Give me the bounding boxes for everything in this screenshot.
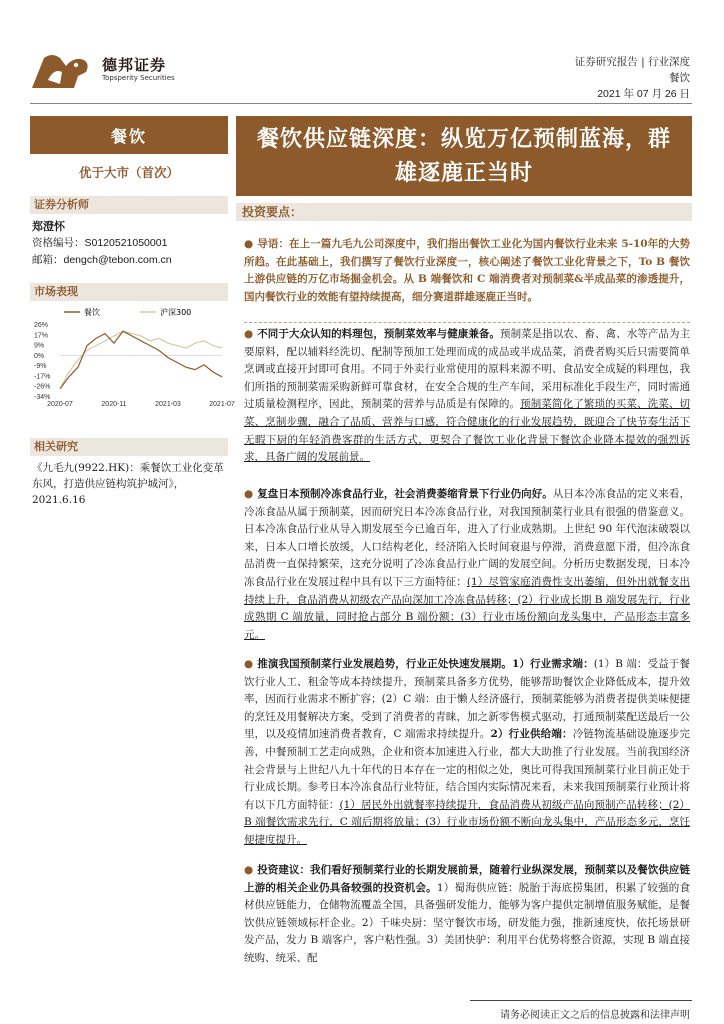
p4-lead: 推演我国预制菜行业发展趋势，行业正处快速发展期。1）行业需求端： bbox=[257, 658, 594, 670]
p4-body-c: 冷链物流基础设施逐步完善，中餐预制工艺走向成熟，企业和资本加速进入行业，都大大助推了行业发展。当前我国经济社会背景与上世纪八九十年代的日本存在一定的相似之处，奥比可得我国预制菜行业目前正处于行业成长期。参考日本冷冻食品行业特征，结合国内实际情况来看，未来我国预制菜行业预计将有以下几方面特征： bbox=[244, 728, 691, 811]
chart-legend bbox=[64, 307, 191, 317]
research-heading: 相关研究 bbox=[30, 438, 228, 456]
analyst-cert bbox=[32, 235, 167, 250]
y-tick-label: -9% bbox=[34, 363, 47, 371]
x-tick-label: 2020-11 bbox=[101, 401, 127, 408]
p2-body: 预制菜是指以农、畜、禽、水等产品为主要原料，配以辅料经洗切、配制等预加工处理而成的成品或半成品菜，消费者购买后只需要简单烹调或直接开封即可食用。不同于外卖行业常使用的原料来源不明、食品安全成疑的料理包，我们所指的预制菜需采购新鲜可靠食材，在安全合规的生产车间，采用标准化手段生产，同时需通过质量检测程序，因此，预制菜的营养与品质是有保障的。 bbox=[244, 328, 690, 411]
intro-text: 导语：在上一篇九毛九公司深度中，我们指出餐饮工业化为国内餐饮行业未来 5-10年的大势所趋。在此基础上，我们撰写了餐饮行业深度一，核心阐述了餐饮工业化背景之下，To B 餐饮上游供应链的万亿市场掘金机会。从 B 端餐饮和 C 端消费者对预制菜&半成品菜的渗透提升，国内餐饮行业的效能有望持续提高，细分赛道群雄逐鹿正当时。 bbox=[244, 238, 690, 303]
bullet-icon: ● bbox=[244, 328, 254, 340]
x-tick-label: 2021-03 bbox=[155, 401, 181, 408]
section-divider bbox=[244, 322, 690, 323]
cert-label: 资格编号： bbox=[32, 237, 85, 249]
p4-supply: 2）行业供给端： bbox=[490, 728, 573, 741]
email-value[interactable]: dengch@tebon.com.cn bbox=[63, 254, 172, 266]
report-title: 餐饮供应链深度：纵览万亿预制蓝海，群雄逐鹿正当时 bbox=[236, 116, 692, 196]
p3-underlined: (1）尽管家庭消费性支出萎缩，但外出就餐支出持续上升，食品消费从初级农产品向深加工冷冻食品转移；(2）行业成长期 B 端发展先行，行业成熟期 C 端放量，同时抢占部分 B 端份额；(3）行业市场份额向龙头集中，产品形态丰富多元。 bbox=[244, 575, 690, 641]
paragraph-japan bbox=[244, 486, 690, 644]
bullet-icon: ● bbox=[244, 864, 254, 876]
paragraph-investment bbox=[244, 862, 690, 968]
y-tick-label: -26% bbox=[34, 383, 51, 391]
bullet-icon: ● bbox=[244, 488, 254, 500]
market-chart bbox=[30, 302, 235, 412]
logo-english-name: Topsperity Securities bbox=[102, 74, 175, 82]
y-tick-label: 9% bbox=[34, 342, 45, 350]
paragraph-trend bbox=[244, 656, 690, 850]
series-line-1 bbox=[60, 331, 222, 389]
y-tick-label: 17% bbox=[34, 332, 49, 340]
analyst-heading: 证券分析师 bbox=[30, 196, 228, 214]
p4-underlined: (1）居民外出就餐率持续提升，食品消费从初级产品向预制产品转移；(2）B 端餐饮需求先行，C 端后期将放量；(3）行业市场份额不断向龙头集中，产品形态多元，烹饪便捷度提升。 bbox=[244, 798, 690, 846]
analyst-email bbox=[32, 252, 172, 267]
email-label: 邮箱： bbox=[32, 254, 64, 266]
bullet-icon: ● bbox=[244, 658, 254, 670]
p3-lead: 复盘日本预制冷冻食品行业，社会消费萎缩背景下行业仍向好。 bbox=[257, 488, 553, 500]
cert-value: S0120521050001 bbox=[84, 237, 168, 249]
report-industry: 餐饮 bbox=[669, 72, 690, 84]
legend-label-1: 沪深300 bbox=[160, 308, 192, 317]
p3-body: 从日本冷冻食品的定义来看，冷冻食品从属于预制菜，因而研究日本冷冻食品行业，对我国预制菜行业具有很强的借鉴意义。日本冷冻食品行业从导入期发展至今已逾百年，进入了行业成熟期。上世纪 90 年代泡沫破裂以来，日本人口增长放缓，人口结构老化，经济陷入长时间衰退与停滞，消费意愿下滑，但冷冻食品消费一直保持繁荣，这充分说明了冷冻食品行业广阔的发展空间。分析历史数据发现，日本冷冻食品行业在发展过程中具有以下三方面特征： bbox=[244, 488, 690, 588]
y-tick-label: -17% bbox=[34, 373, 51, 381]
x-tick-label: 2020-07 bbox=[47, 401, 73, 408]
y-tick-label: 0% bbox=[34, 352, 45, 360]
footer-divider bbox=[470, 1000, 692, 1001]
report-meta bbox=[575, 54, 690, 102]
series-line-0 bbox=[60, 331, 222, 389]
p2-lead: 不同于大众认知的料理包，预制菜效率与健康兼备。 bbox=[257, 328, 501, 340]
related-research-item[interactable]: 《九毛九(9922.HK)：乘餐饮工业化变革东风，打造供应链构筑护城河》，2021.6.16 bbox=[32, 462, 224, 506]
report-date: 2021 年 07 月 26 日 bbox=[597, 88, 690, 100]
analyst-name: 郑澄怀 bbox=[32, 220, 65, 233]
p2-underlined: 预制菜简化了繁琐的买菜、洗菜、切菜、烹制步骤，融合了品质、营养与口感，符合健康化的行业发展趋势，既迎合了快节奏生活下无暇下厨的年轻消费客群的生活方式，更契合了餐饮工业化背景下餐饮企业降本提效的强烈诉求，具备广阔的发展前景。 bbox=[244, 398, 691, 464]
sector-label: 餐饮 bbox=[30, 116, 228, 154]
y-tick-label: 26% bbox=[34, 322, 49, 329]
logo-chinese-name: 德邦证券 bbox=[102, 56, 167, 74]
p4-body-a: (1）B 端：受益于餐饮行业人工、租金等成本持续提升，预制菜具备多方优势，能够帮助餐饮企业降低成本，提升效率，因而行业需求不断扩容；(2）C 端：由于懒人经济盛行，预制菜能够为消费者提供美味便捷的烹饪及用餐解决方案，受到了消费者的青睐，加之新零售模式驱动，打通预制菜配送最后一公里，以及疫情加速消费者教育，C 端需求持续提升。 bbox=[244, 658, 690, 741]
y-tick-label: -34% bbox=[34, 394, 51, 401]
intro-paragraph bbox=[244, 236, 690, 306]
bullet-icon: ● bbox=[244, 238, 254, 250]
market-heading: 市场表现 bbox=[30, 283, 228, 301]
footer-disclaimer: 请务必阅读正文之后的信息披露和法律声明 bbox=[500, 1010, 690, 1021]
report-type: 证券研究报告 | 行业深度 bbox=[574, 56, 690, 68]
x-tick-label: 2021-07 bbox=[209, 401, 235, 408]
legend-label-0: 餐饮 bbox=[84, 308, 100, 317]
key-points-heading: 投资要点： bbox=[236, 203, 692, 221]
p5-lead: 投资建议：我们看好预制菜行业的长期发展前景，随着行业纵深发展，预制菜以及餐饮供应链上游的相关企业仍具备较强的投资机会。 bbox=[244, 864, 690, 894]
header-divider bbox=[30, 103, 692, 104]
company-logo bbox=[30, 50, 190, 90]
rating-label: 优于大市（首次） bbox=[78, 165, 179, 180]
p5-body: 1）蜀海供应链：脱胎于海底捞集团，积累了较强的食材供应链能力，仓储物流覆盖全国，具备强研发能力，能够为客户提供定制增值服务赋能，是餐饮供应链领域标杆企业。2）千味央厨：坚守餐饮市场，研发能力强，推新速度快，依托场景研发产品，发力 B 端客户，客户粘性强。3）美团快驴：利用平台优势将整合资源，实现 B 端直接统购、统采、配 bbox=[244, 881, 690, 964]
paragraph-prepared-food bbox=[244, 326, 690, 467]
logo-emblem-icon bbox=[30, 50, 92, 90]
